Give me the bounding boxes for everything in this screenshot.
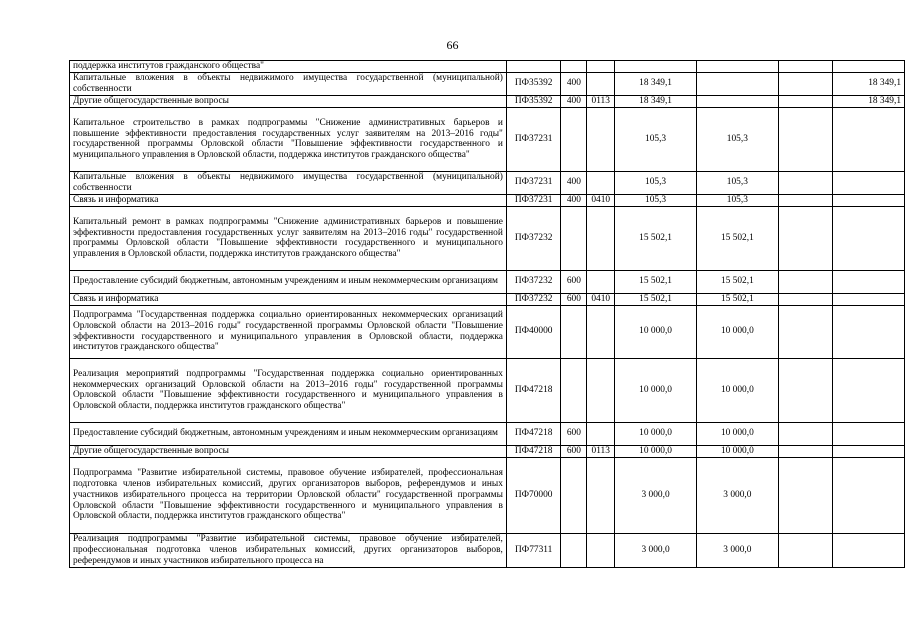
row-amount-empty [778,171,832,194]
page-number: 66 [446,38,459,52]
row-amount-3 [832,206,904,270]
row-expense-type: 400 [561,171,587,194]
row-code: ПФ47218 [506,445,561,457]
table-row [70,194,905,206]
row-amount-total: 15 502,1 [615,206,697,270]
row-amount-empty [778,305,832,358]
row-amount-total: 15 502,1 [615,270,697,293]
row-amount-empty [778,194,832,206]
row-amount-empty [778,293,832,305]
row-amount-3 [832,171,904,194]
row-amount-total: 18 349,1 [615,95,697,107]
row-code: ПФ40000 [506,305,561,358]
row-expense-type: 600 [561,293,587,305]
row-amount-total: 105,3 [615,194,697,206]
row-description: Связь и информатика [70,194,507,206]
row-section [587,533,615,567]
row-expense-type: 400 [561,72,587,95]
row-description: Подпрограмма "Развитие избирательной системы, правовое обучение избирателей, профессиональная подготовка членов избирательных комиссий, других организаторов выборов, референдумов и иных участников избирательного процесса на территории Орловской области" государственной программы Орловской области "Повышение эффективности государственного и муниципального управления в Орловской области, поддержка институтов гражданского общества" [70,457,507,533]
row-section [587,107,615,171]
row-amount-total: 10 000,0 [615,445,697,457]
row-amount-3 [832,293,904,305]
row-amount-3 [832,61,904,73]
row-description: Капитальный ремонт в рамках подпрограммы "Снижение административных барьеров и повышение эффективности предоставления государственных услуг заявителям на 2013–2016 годы" государственной программы Орловской области "Повышение эффективности государственного и муниципального управления в Орловской области, поддержка институтов гражданского общества" [70,206,507,270]
row-amount-2: 3 000,0 [696,457,778,533]
table-row [70,72,905,95]
row-amount-total: 105,3 [615,171,697,194]
row-amount-2: 105,3 [696,107,778,171]
row-amount-3: 18 349,1 [832,72,904,95]
row-amount-3 [832,422,904,445]
row-amount-2: 105,3 [696,194,778,206]
row-expense-type: 600 [561,445,587,457]
row-amount-empty [778,457,832,533]
row-amount-total: 3 000,0 [615,533,697,567]
row-amount-2 [696,95,778,107]
row-description: Другие общегосударственные вопросы [70,95,507,107]
table-row [70,358,905,422]
row-amount-2: 15 502,1 [696,293,778,305]
row-code: ПФ47218 [506,422,561,445]
row-section [587,422,615,445]
row-section: 0410 [587,194,615,206]
row-description: Капитальное строительство в рамках подпрограммы "Снижение административных барьеров и повышение эффективности предоставления государственных услуг заявителям на 2013–2016 годы" государственной программы Орловской области "Повышение эффективности государственного и муниципального управления в Орловской области, поддержка институтов гражданского общества" [70,107,507,171]
row-amount-total: 3 000,0 [615,457,697,533]
table-row [70,293,905,305]
row-code: ПФ37231 [506,194,561,206]
row-section [587,358,615,422]
row-amount-3 [832,358,904,422]
table-row [70,533,905,567]
row-amount-empty [778,533,832,567]
table-row [70,305,905,358]
row-amount-empty [778,206,832,270]
row-section: 0113 [587,445,615,457]
row-amount-2: 10 000,0 [696,422,778,445]
row-description: Реализация мероприятий подпрограммы "Государственная поддержка социально ориентированных некоммерческих организаций Орловской области на 2013–2016 годы" государственной программы Орловской области "Повышение эффективности государственного и муниципального управления в Орловской области, поддержка институтов гражданского общества" [70,358,507,422]
row-description: Другие общегосударственные вопросы [70,445,507,457]
row-expense-type: 400 [561,95,587,107]
row-section [587,61,615,73]
row-amount-2: 3 000,0 [696,533,778,567]
row-amount-2: 10 000,0 [696,358,778,422]
row-expense-type: 400 [561,194,587,206]
row-amount-empty [778,95,832,107]
row-amount-3: 18 349,1 [832,95,904,107]
table-row [70,270,905,293]
row-section [587,305,615,358]
row-amount-3 [832,270,904,293]
row-amount-3 [832,305,904,358]
table-row [70,206,905,270]
row-amount-total: 10 000,0 [615,358,697,422]
row-amount-empty [778,445,832,457]
row-code: ПФ37231 [506,107,561,171]
row-amount-empty [778,61,832,73]
row-expense-type [561,358,587,422]
row-code: ПФ37232 [506,270,561,293]
row-amount-total [615,61,697,73]
row-expense-type: 600 [561,270,587,293]
row-amount-2: 10 000,0 [696,445,778,457]
row-expense-type [561,457,587,533]
row-code: ПФ70000 [506,457,561,533]
table-row [70,422,905,445]
row-amount-empty [778,72,832,95]
table-row [70,445,905,457]
row-expense-type: 600 [561,422,587,445]
row-section [587,457,615,533]
row-amount-2: 105,3 [696,171,778,194]
row-expense-type [561,107,587,171]
row-amount-empty [778,358,832,422]
row-description: Капитальные вложения в объекты недвижимого имущества государственной (муниципальной) собственности [70,72,507,95]
row-amount-3 [832,445,904,457]
row-amount-2: 15 502,1 [696,206,778,270]
row-code: ПФ47218 [506,358,561,422]
row-section: 0113 [587,95,615,107]
row-expense-type [561,305,587,358]
row-amount-empty [778,422,832,445]
row-expense-type [561,61,587,73]
row-section [587,270,615,293]
row-section [587,171,615,194]
row-description: Связь и информатика [70,293,507,305]
row-amount-2: 15 502,1 [696,270,778,293]
row-code: ПФ35392 [506,95,561,107]
row-amount-2 [696,72,778,95]
row-description: поддержка институтов гражданского общества" [70,61,507,73]
row-expense-type [561,533,587,567]
table-row [70,107,905,171]
row-section [587,72,615,95]
row-amount-2 [696,61,778,73]
row-amount-3 [832,194,904,206]
row-description: Подпрограмма "Государственная поддержка социально ориентированных некоммерческих организаций Орловской области на 2013–2016 годы" государственной программы Орловской области "Повышение эффективности государственного и муниципального управления в Орловской области, поддержка институтов гражданского общества" [70,305,507,358]
row-amount-3 [832,457,904,533]
row-description: Предоставление субсидий бюджетным, автономным учреждениям и иным некоммерческим организациям [70,422,507,445]
table-row [70,171,905,194]
row-amount-3 [832,107,904,171]
row-amount-total: 105,3 [615,107,697,171]
row-amount-total: 10 000,0 [615,305,697,358]
budget-table [69,60,905,568]
table-row [70,95,905,107]
row-amount-empty [778,270,832,293]
table-row [70,457,905,533]
row-code: ПФ77311 [506,533,561,567]
row-amount-empty [778,107,832,171]
row-code: ПФ37231 [506,171,561,194]
table-row [70,61,905,73]
row-code [506,61,561,73]
row-amount-total: 15 502,1 [615,293,697,305]
row-code: ПФ37232 [506,293,561,305]
row-section: 0410 [587,293,615,305]
row-amount-2: 10 000,0 [696,305,778,358]
row-code: ПФ35392 [506,72,561,95]
row-amount-total: 18 349,1 [615,72,697,95]
row-amount-total: 10 000,0 [615,422,697,445]
row-code: ПФ37232 [506,206,561,270]
row-amount-3 [832,533,904,567]
row-section [587,206,615,270]
row-description: Реализация подпрограммы "Развитие избирательной системы, правовое обучение избирателей, профессиональная подготовка членов избирательных комиссий, других организаторов выборов, референдумов и иных участников избирательного процесса на [70,533,507,567]
row-description: Предоставление субсидий бюджетным, автономным учреждениям и иным некоммерческим организациям [70,270,507,293]
row-expense-type [561,206,587,270]
row-description: Капитальные вложения в объекты недвижимого имущества государственной (муниципальной) собственности [70,171,507,194]
